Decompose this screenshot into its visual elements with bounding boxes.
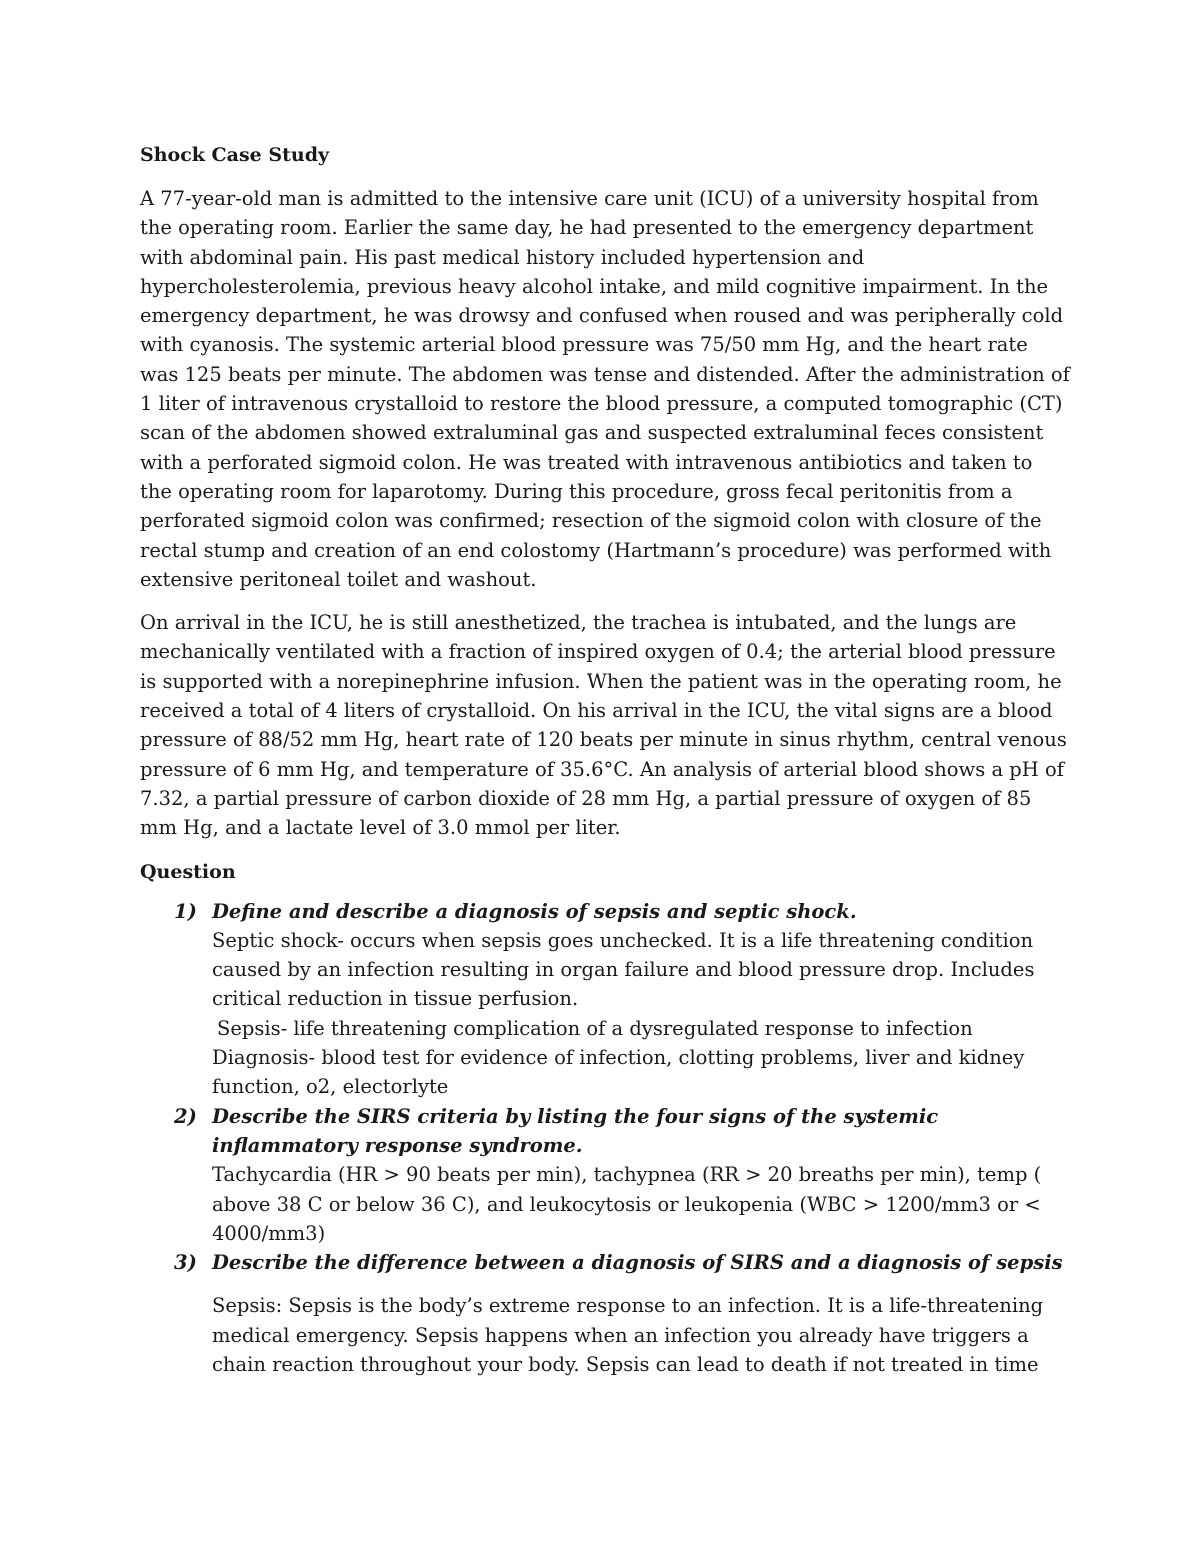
question-text: Define and describe a diagnosis of sepsis and septic shock. bbox=[212, 899, 857, 923]
answer-text: Tachycardia (HR > 90 beats per min), tachypnea (RR > 20 breaths per min), temp ( above 38 C or below 36 C), and leukocytosis or leukopenia (WBC > 1200/mm3 or < 4000/mm3) bbox=[212, 1163, 1042, 1245]
question-item-3 bbox=[140, 1248, 1070, 1379]
case-paragraph-1: A 77-year-old man is admitted to the intensive care unit (ICU) of a university hospital from the operating room. Earlier the same day, he had presented to the emergency department with abdominal pain. His past medical history included hypertension and hypercholesterolemia, previous heavy alcohol intake, and mild cognitive impairment. In the emergency department, he was drowsy and confused when roused and was peripherally cold with cyanosis. The systemic arterial blood pressure was 75/50 mm Hg, and the heart rate was 125 beats per minute. The abdomen was tense and distended. After the administration of 1 liter of intravenous crystalloid to restore the blood pressure, a computed tomographic (CT) scan of the abdomen showed extraluminal gas and suspected extraluminal feces consistent with a perforated sigmoid colon. He was treated with intravenous antibiotics and taken to the operating room for laparotomy. During this procedure, gross fecal peritonitis from a perforated sigmoid colon was confirmed; resection of the sigmoid colon with closure of the rectal stump and creation of an end colostomy (Hartmann’s procedure) was performed with extensive peritoneal toilet and washout. bbox=[140, 187, 1070, 591]
question-number: 1) bbox=[174, 899, 197, 923]
case-paragraph-2: On arrival in the ICU, he is still anesthetized, the trachea is intubated, and the lungs are mechanically ventilated with a fraction of inspired oxygen of 0.4; the arterial blood pressure is supported with a norepinephrine infusion. When the patient was in the operating room, he received a total of 4 liters of crystalloid. On his arrival in the ICU, the vital signs are a blood pressure of 88/52 mm Hg, heart rate of 120 beats per minute in sinus rhythm, central venous pressure of 6 mm Hg, and temperature of 35.6°C. An analysis of arterial blood shows a pH of 7.32, a partial pressure of carbon dioxide of 28 mm Hg, a partial pressure of oxygen of 85 mm Hg, and a lactate level of 3.0 mmol per liter. bbox=[140, 611, 1067, 840]
question-text: Describe the SIRS criteria by listing the four signs of the systemic inflammatory response syndrome. bbox=[212, 1104, 939, 1157]
document-page bbox=[140, 140, 1070, 1379]
question-number: 3) bbox=[174, 1251, 197, 1275]
spacer bbox=[212, 1277, 1070, 1291]
question-list bbox=[140, 897, 1070, 1380]
question-item-2 bbox=[140, 1102, 1070, 1248]
document-title: Shock Case Study bbox=[140, 144, 330, 166]
question-heading: Question bbox=[140, 860, 236, 883]
question-item-1 bbox=[140, 897, 1070, 1102]
question-number: 2) bbox=[174, 1104, 197, 1128]
answer-text: Sepsis: Sepsis is the body’s extreme response to an infection. It is a life-threatening medical emergency. Sepsis happens when an infection you already have triggers a chain reaction throughout your body. Sepsis can lead to death if not treated in time bbox=[212, 1294, 1044, 1376]
answer-text: Septic shock- occurs when sepsis goes unchecked. It is a life threatening condition caused by an infection resulting in organ failure and blood pressure drop. Includes critical reduction in tissue perfusion. bbox=[212, 928, 1035, 1011]
answer-text: Diagnosis- blood test for evidence of infection, clotting problems, liver and kidney function, o2, electorlyte bbox=[212, 1046, 1025, 1099]
question-text: Describe the difference between a diagnosis of SIRS and a diagnosis of sepsis bbox=[212, 1251, 1063, 1275]
answer-text: Sepsis- life threatening complication of a dysregulated response to infection bbox=[217, 1016, 973, 1040]
